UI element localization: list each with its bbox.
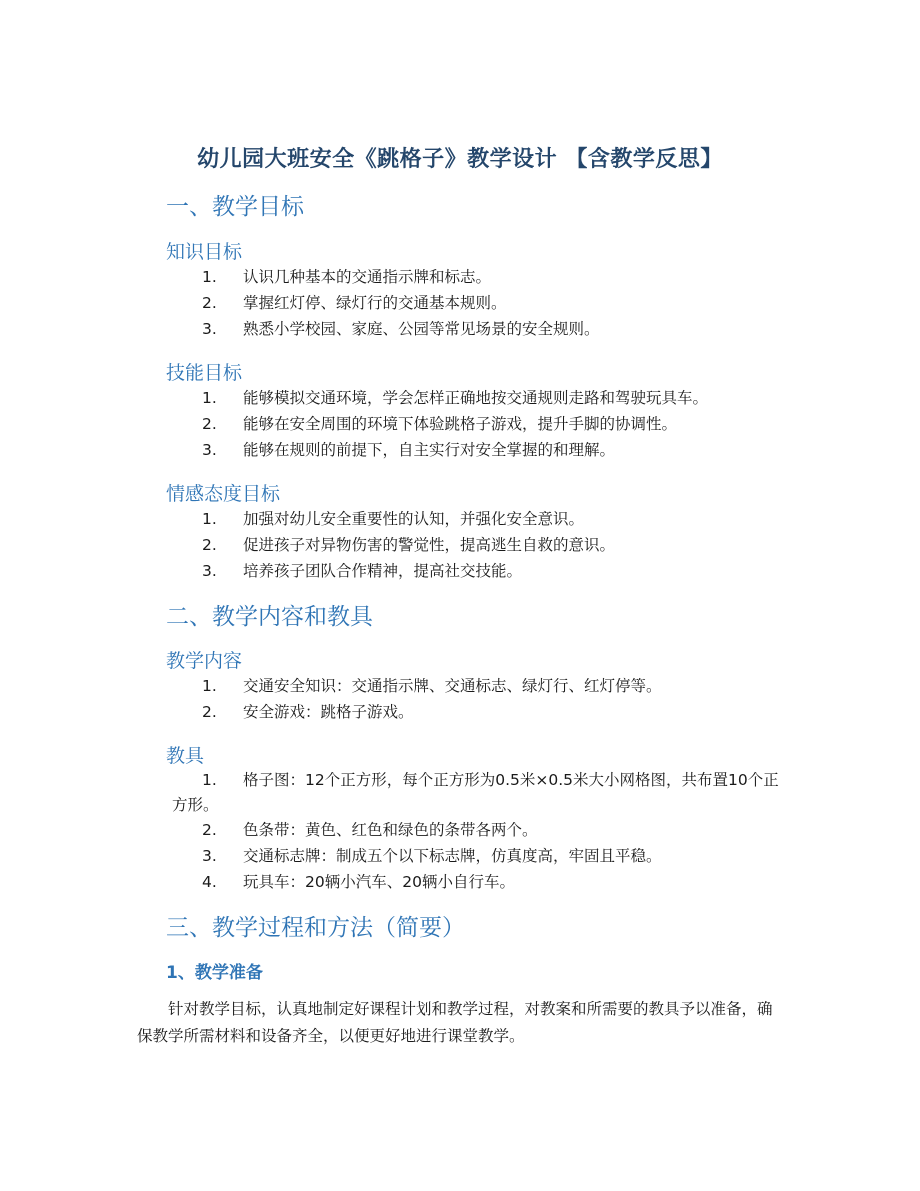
list-number: 3. (202, 562, 217, 580)
list-number: 3. (202, 847, 217, 865)
list-number: 2. (202, 415, 217, 433)
paragraph-teaching-preparation: 针对教学目标，认真地制定好课程计划和教学过程，对教案和所需要的教具予以准备，确保教学所需材料和设备齐全，以便更好地进行课堂教学。 (137, 1000, 773, 1045)
document-title: 幼儿园大班安全《跳格子》教学设计 【含教学反思】 (197, 147, 723, 172)
list-number: 2. (202, 294, 217, 312)
subheading-teaching-preparation: 1、教学准备 (166, 963, 263, 983)
list-text: 加强对幼儿安全重要性的认知，并强化安全意识。 (243, 510, 585, 528)
list-number: 1. (202, 510, 217, 528)
list-number: 1. (202, 389, 217, 407)
list-text: 玩具车：20辆小汽车、20辆小自行车。 (243, 873, 515, 891)
list-text: 培养孩子团队合作精神，提高社交技能。 (243, 562, 523, 580)
list-text: 熟悉小学校园、家庭、公园等常见场景的安全规则。 (243, 320, 600, 338)
list-text: 安全游戏：跳格子游戏。 (243, 703, 414, 721)
list-text: 掌握红灯停、绿灯行的交通基本规则。 (243, 294, 507, 312)
section-heading-objectives: 一、教学目标 (166, 194, 304, 220)
list-number: 2. (202, 536, 217, 554)
list-text: 格子图：12个正方形，每个正方形为0.5米×0.5米大小网格图，共布置10个正方形。 (172, 771, 779, 814)
subheading-emotion-goals: 情感态度目标 (166, 483, 281, 505)
list-number: 4. (202, 873, 217, 891)
list-text: 交通标志牌：制成五个以下标志牌，仿真度高，牢固且平稳。 (243, 847, 662, 865)
list-text: 能够模拟交通环境，学会怎样正确地按交通规则走路和驾驶玩具车。 (243, 389, 709, 407)
list-number: 3. (202, 441, 217, 459)
list-text: 色条带：黄色、红色和绿色的条带各两个。 (243, 821, 538, 839)
subheading-teaching-content: 教学内容 (166, 650, 243, 672)
list-number: 2. (202, 821, 217, 839)
subheading-teaching-tools: 教具 (166, 745, 205, 767)
subheading-knowledge-goals: 知识目标 (166, 241, 243, 263)
list-text: 交通安全知识：交通指示牌、交通标志、绿灯行、红灯停等。 (243, 677, 662, 695)
list-text: 促进孩子对异物伤害的警觉性，提高逃生自救的意识。 (243, 536, 616, 554)
list-number: 1. (202, 677, 217, 695)
section-heading-process-methods: 三、教学过程和方法（简要） (166, 915, 465, 941)
list-text: 认识几种基本的交通指示牌和标志。 (243, 268, 492, 286)
list-number: 2. (202, 703, 217, 721)
section-heading-content-tools: 二、教学内容和教具 (166, 604, 373, 630)
list-number: 1. (202, 268, 217, 286)
list-text: 能够在规则的前提下，自主实行对安全掌握的和理解。 (243, 441, 616, 459)
subheading-skill-goals: 技能目标 (166, 362, 243, 384)
list-number: 1. (202, 771, 217, 789)
list-number: 3. (202, 320, 217, 338)
list-text: 能够在安全周围的环境下体验跳格子游戏，提升手脚的协调性。 (243, 415, 678, 433)
